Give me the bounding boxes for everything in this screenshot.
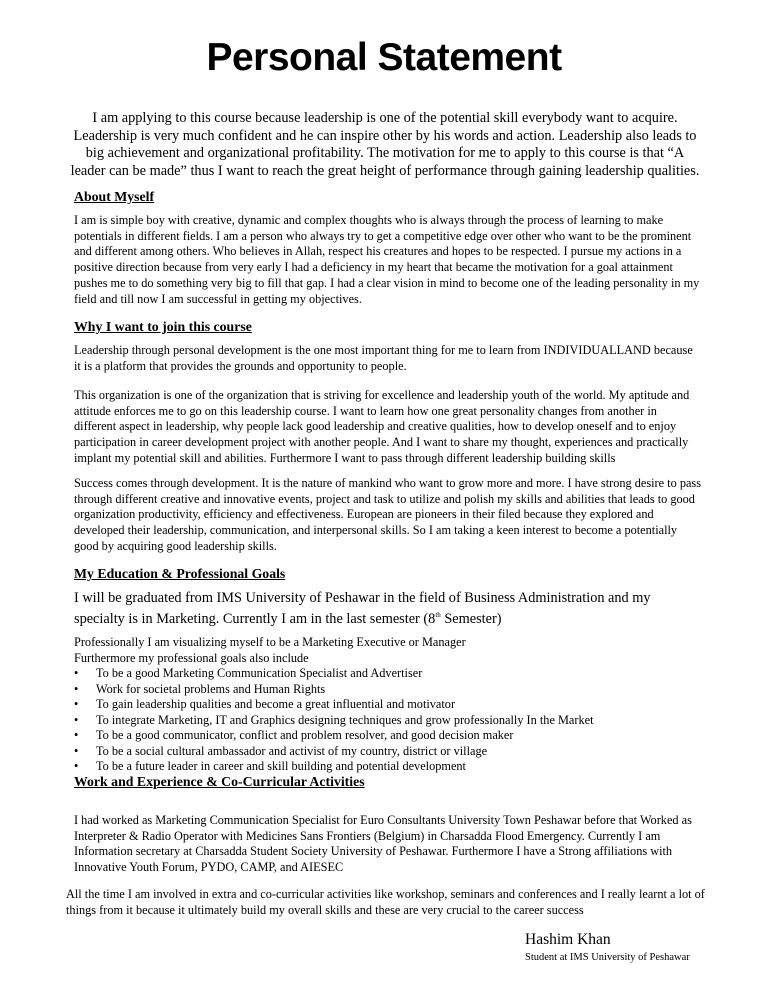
professional-goals xyxy=(74,635,704,775)
list-item xyxy=(74,666,704,682)
goal-text: To be a social cultural ambassador and activist of my country, district or village xyxy=(96,743,488,758)
work-paragraph-1: I had worked as Marketing Communication Specialist for Euro Consultants University Town Peshawar before that Worked as Interpreter & Radio Operator with Medicines Sans Frontiers (Belgium) in Charsadda Flood Emergency. Currently I am Information secretary at Charsadda Student Society University of Peshawar. Furthermore I have a Strong affiliations with Innovative Youth Forum, PYDO, CAMP, and AIESEC xyxy=(74,813,692,875)
goals-line-2: Furthermore my professional goals also include xyxy=(74,650,309,665)
education-text-before: I will be graduated from IMS University of Peshawar in the field of Business Administration and my specialty is in Marketing. Currently I am in the last semester (8 xyxy=(74,590,651,627)
goals-list xyxy=(74,666,704,775)
bullet-icon: • xyxy=(74,712,79,727)
why-paragraph-3: Success comes through development. It is the nature of mankind who want to grow more and more. I have strong desire to pass through different creative and innovative events, project and task to utilize and polish my skills and abilities that leads to good organization productivity, efficiency and effectiveness. European are pioneers in their filed because they explored and developed their leadership, communication, and interpersonal skills. So I am taking a keen interest to become a potentially good by acquiring good leadership skills. xyxy=(74,476,701,553)
about-heading: About Myself xyxy=(74,189,155,204)
goal-text: To be a future leader in career and skill building and potential development xyxy=(96,759,466,773)
bullet-icon: • xyxy=(74,728,79,742)
intro-paragraph: I am applying to this course because leadership is one of the potential skill everybody want to acquire. Leadership is very much confident and he can inspire other by his words and action. Leadership also leads to big achievement and organizational profitability. The motivation for me to apply to this course is that “A leader can be made” thus I want to reach the great height of performance through gaining leadership qualities. xyxy=(70,110,700,179)
bullet-icon: • xyxy=(74,697,79,711)
goal-text: To gain leadership qualities and become a great influential and motivator xyxy=(96,697,456,711)
education-heading: My Education & Professional Goals xyxy=(74,566,286,581)
list-item xyxy=(74,744,704,760)
signature-name: Hashim Khan xyxy=(525,931,611,948)
goal-text: To be a good Marketing Communication Specialist and Advertiser xyxy=(96,666,423,680)
bullet-icon: • xyxy=(74,743,79,758)
why-paragraph-2: This organization is one of the organization that is striving for excellence and leadership youth of the world. My aptitude and attitude enforces me to go on this leadership course. I want to learn how one great personality changes from another in different aspect in leadership, why people lack good leadership and creative qualities, how to develop oneself and to enjoy participation in career development project with another people. And I want to share my thought, experiences and practically implant my potential skill and abilities. Furthermore I want to pass through different leadership building skills xyxy=(74,388,690,465)
goals-line-1: Professionally I am visualizing myself to be a Marketing Executive or Manager xyxy=(74,635,466,649)
page-title: Personal Statement xyxy=(206,36,562,79)
goal-text: To be a good communicator, conflict and problem resolver, and good decision maker xyxy=(96,728,514,742)
work-heading: Work and Experience & Co-Curricular Activities xyxy=(74,774,365,789)
list-item xyxy=(74,713,704,729)
work-paragraph-2: All the time I am involved in extra and co-curricular activities like workshop, seminars and conferences and I really learnt a lot of things from it because it ultimately build my overall skills and these are very crucial to the career success xyxy=(66,887,705,917)
signature-role: Student at IMS University of Peshawar xyxy=(525,952,690,963)
education-text-after: Semester) xyxy=(440,610,502,627)
about-paragraph: I am is simple boy with creative, dynamic and complex thoughts who is always through the process of learning to make potentials in different fields. I am a person who always try to get a competitive edge over other who want to be the prominent and different among others. Who believes in Allah, respect his creatures and hopes to be respected. I pursue my actions in a positive direction because from very early I had a deficiency in my heart that became the motivation for a goal attainment pushes me to do something very big to fill that gap. I had a clear vision in mind to become one of the leading personality in my field and till now I am successful in getting my objectives. xyxy=(74,213,700,306)
bullet-icon: • xyxy=(74,681,79,696)
why-heading: Why I want to join this course xyxy=(74,319,252,334)
education-paragraph xyxy=(74,590,704,628)
list-item xyxy=(74,728,704,744)
why-paragraph-1: Leadership through personal development is the one most important thing for me to learn from INDIVIDUALLAND because it is a platform that provides the grounds and opportunity to people. xyxy=(74,343,693,373)
list-item xyxy=(74,682,704,698)
semester-superscript: th xyxy=(435,611,441,619)
bullet-icon: • xyxy=(74,666,79,680)
goal-text: To integrate Marketing, IT and Graphics designing techniques and grow professionally In the Market xyxy=(96,712,594,727)
list-item xyxy=(74,697,704,713)
goal-text: Work for societal problems and Human Rights xyxy=(96,681,326,696)
bullet-icon: • xyxy=(74,759,79,773)
